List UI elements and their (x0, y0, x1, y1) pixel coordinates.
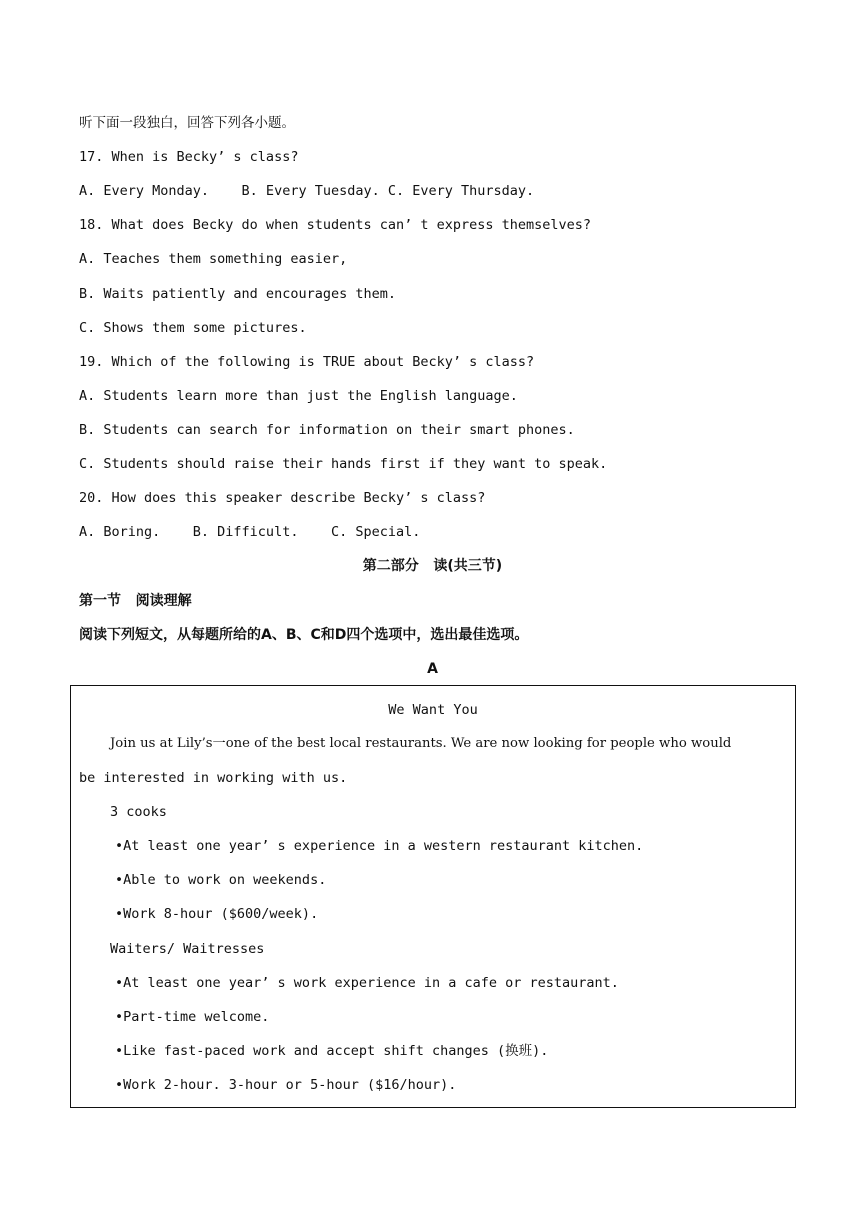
job-advertisement-box (70, 685, 796, 1108)
cooks-requirement-1: •At least one year’ s experience in a western restaurant kitchen. (115, 838, 644, 854)
question-18-option-b: B. Waits patiently and encourages them. (79, 286, 396, 302)
question-19-option-b: B. Students can search for information on their smart phones. (79, 422, 575, 438)
question-17-options: A. Every Monday. B. Every Tuesday. C. Every Thursday. (79, 183, 535, 199)
waiters-requirement-1: •At least one year’ s work experience in a cafe or restaurant. (115, 975, 619, 991)
question-20-stem: 20. How does this speaker describe Becky’ s class? (79, 490, 486, 506)
question-20-options: A. Boring. B. Difficult. C. Special. (79, 524, 421, 540)
question-19-stem: 19. Which of the following is TRUE about Becky’ s class? (79, 354, 535, 370)
waiters-heading: Waiters/ Waitresses (110, 941, 265, 957)
question-17-stem: 17. When is Becky’ s class? (79, 149, 299, 165)
waiters-requirement-3: •Like fast-paced work and accept shift changes (换班). (115, 1043, 549, 1059)
listening-intro: 听下面一段独白，回答下列各小题。 (79, 115, 295, 131)
ad-intro-line-2: be interested in working with us. (79, 770, 348, 786)
waiters-requirement-4: •Work 2-hour. 3-hour or 5-hour ($16/hour). (115, 1077, 457, 1093)
reading-instruction: 阅读下列短文，从每题所给的A、B、C和D四个选项中，选出最佳选项。 (79, 627, 529, 643)
part-title: 第二部分 读(共三节) (362, 558, 503, 574)
cooks-requirement-2: •Able to work on weekends. (115, 872, 327, 888)
waiters-requirement-2: •Part-time welcome. (115, 1009, 270, 1025)
section-title: 第一节 阅读理解 (79, 593, 192, 609)
passage-letter: A (427, 661, 438, 677)
cooks-requirement-3: •Work 8-hour ($600/week). (115, 906, 319, 922)
ad-title: We Want You (388, 702, 478, 718)
ad-intro-line-1: Join us at Lily’s一one of the best local restaurants. We are now looking for people who would (110, 736, 732, 751)
cooks-heading: 3 cooks (110, 804, 167, 820)
question-18-stem: 18. What does Becky do when students can’ t express themselves? (79, 217, 592, 233)
question-19-option-c: C. Students should raise their hands first if they want to speak. (79, 456, 608, 472)
question-18-option-c: C. Shows them some pictures. (79, 320, 307, 336)
question-19-option-a: A. Students learn more than just the English language. (79, 388, 518, 404)
question-18-option-a: A. Teaches them something easier, (79, 251, 348, 267)
